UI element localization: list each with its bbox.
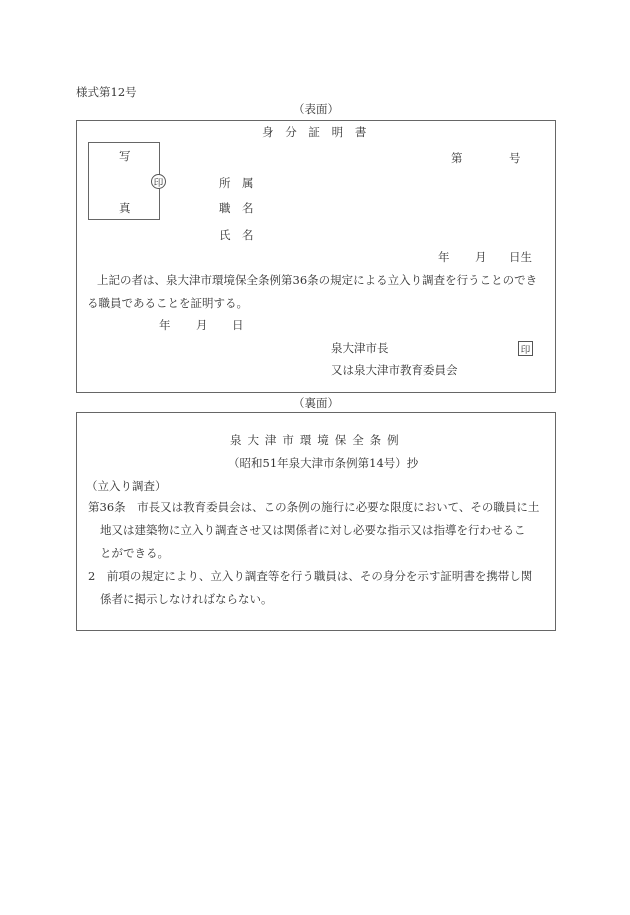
field-affiliation-label: 所 属 — [219, 176, 254, 190]
number-dai: 第 — [451, 151, 463, 165]
photo-label-bottom: 真 — [119, 201, 131, 215]
issuer-seal-icon: 印 — [518, 341, 533, 356]
certification-line-2: る職員であることを証明する。 — [87, 296, 248, 310]
field-title-label: 職 名 — [219, 201, 254, 215]
paragraph2-line-2: 係者に掲示しなければならない。 — [100, 592, 273, 606]
field-name-label: 氏 名 — [219, 228, 254, 242]
birth-day: 日生 — [509, 250, 532, 264]
photo-seal-icon: 印 — [151, 174, 166, 189]
article-line-1: 第36条 市長又は教育委員会は、この条例の施行に必要な限度において、その職員に土 — [88, 500, 540, 514]
issuer-board: 又は泉大津市教育委員会 — [331, 363, 458, 377]
front-side-label: （表面） — [293, 102, 339, 116]
back-side-label: （裏面） — [293, 396, 339, 410]
birth-month: 月 — [475, 250, 487, 264]
back-title: 泉 大 津 市 環 境 保 全 条 例 — [230, 433, 400, 447]
birth-year: 年 — [438, 250, 450, 264]
certification-line-1: 上記の者は、泉大津市環境保全条例第36条の規定による立入り調査を行うことのでき — [97, 273, 538, 287]
front-title: 身 分 証 明 書 — [262, 125, 371, 139]
back-heading: （立入り調査） — [86, 479, 167, 493]
article-line-3: とができる。 — [100, 546, 169, 560]
paragraph2-line-1: 2 前項の規定により、立入り調査等を行う職員は、その身分を示す証明書を携帯し関 — [88, 569, 533, 583]
article-line-2: 地又は建築物に立入り調査させ又は関係者に対し必要な指示又は指導を行わせるこ — [100, 523, 526, 537]
form-number: 様式第12号 — [76, 85, 137, 99]
issue-month: 月 — [196, 318, 208, 332]
issue-day: 日 — [232, 318, 244, 332]
photo-label-top: 写 — [119, 149, 131, 163]
issuer-mayor: 泉大津市長 — [331, 341, 389, 355]
number-go: 号 — [509, 151, 521, 165]
issue-year: 年 — [159, 318, 171, 332]
back-subtitle: （昭和51年泉大津市条例第14号）抄 — [228, 456, 419, 470]
